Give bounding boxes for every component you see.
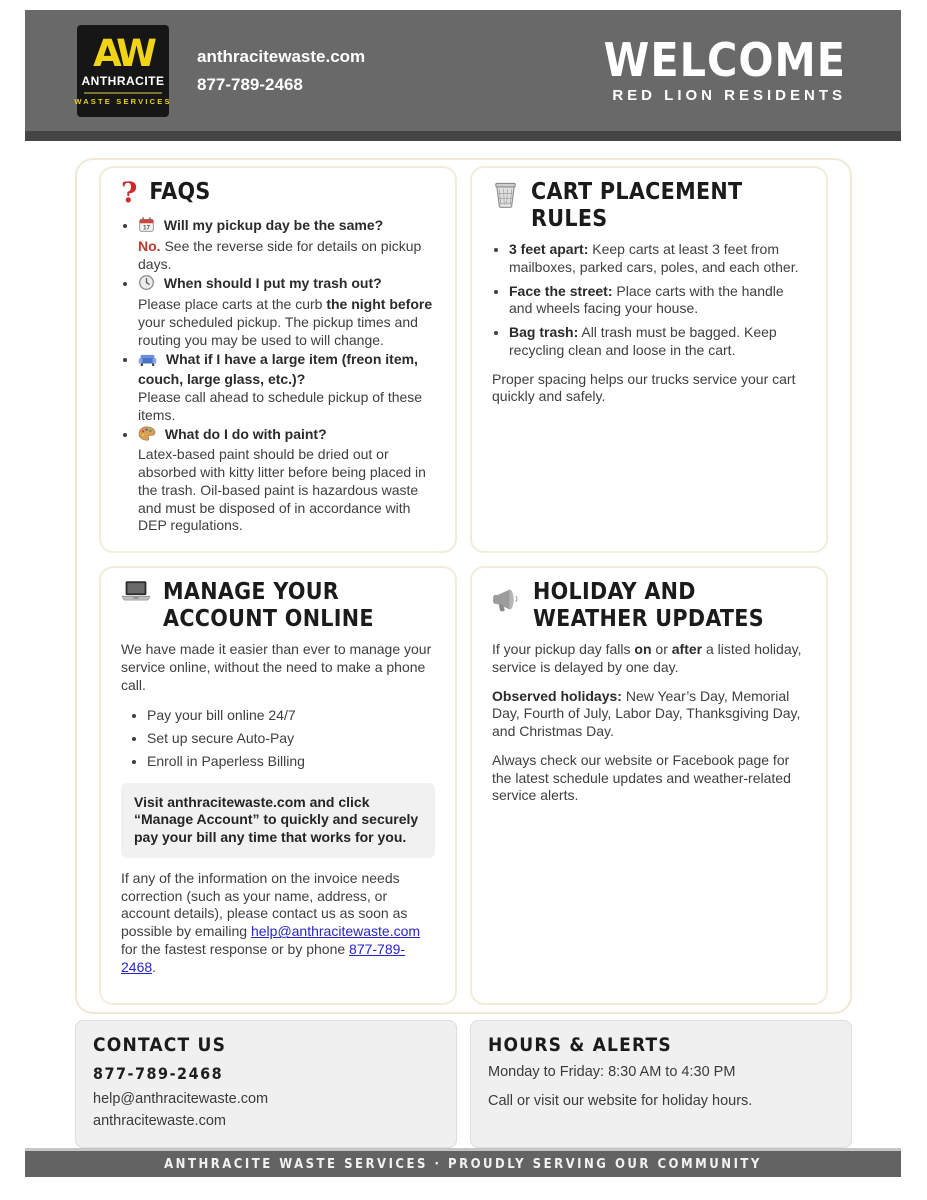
correction-text: . bbox=[152, 958, 157, 975]
header bbox=[25, 10, 901, 141]
benefit-item: • Pay your bill online 24/7 bbox=[147, 707, 435, 725]
faq-question: What do I do with paint? bbox=[164, 425, 327, 442]
faqs-card bbox=[99, 166, 457, 553]
rule-item bbox=[509, 241, 806, 277]
footer bbox=[25, 1148, 901, 1177]
faq-question: When should I put my trash out? bbox=[163, 275, 382, 292]
contact-phone: 877-789-2468 bbox=[93, 1063, 224, 1083]
answer-text: your scheduled pickup. The pickup times and routing you may be used to will change. bbox=[138, 314, 418, 348]
hours-alerts-box bbox=[470, 1020, 852, 1149]
cart-rules-card bbox=[470, 166, 828, 553]
header-contact bbox=[197, 43, 365, 97]
answer-bold: the night before bbox=[326, 296, 433, 313]
hours-weekday: Monday to Friday: 8:30 AM to 4:30 PM bbox=[488, 1063, 736, 1080]
manage-callout: Visit anthracitewaste.com and click “Manage Account” to quickly and securely pay your bill any time that works for you. bbox=[121, 783, 435, 858]
faq-item bbox=[138, 274, 435, 349]
manage-account-title: MANAGE YOUR ACCOUNT ONLINE bbox=[163, 579, 374, 632]
benefit-item: • Enroll in Paperless Billing bbox=[147, 753, 435, 771]
holiday-text: a listed holiday, service is delayed by one day. bbox=[492, 641, 802, 675]
svg-text:17: • 17 bbox=[142, 224, 151, 232]
correction-text: for the fastest response or by phone bbox=[121, 941, 350, 958]
cards-container bbox=[75, 158, 852, 1013]
welcome-title: WELCOME bbox=[603, 33, 846, 88]
logo-divider bbox=[84, 92, 162, 94]
faq-question: Will my pickup day be the same? bbox=[163, 217, 384, 234]
faq-list bbox=[121, 216, 435, 535]
calendar-icon bbox=[138, 216, 155, 238]
answer-text: See the reverse side for details on pickup days. bbox=[138, 237, 422, 272]
phone-link[interactable]: 877-789-2468 bbox=[121, 941, 406, 975]
header-website: anthracitewaste.com bbox=[197, 47, 366, 67]
correction-text: If any of the information on the invoice needs correction (such as your name, address, or account details), please contact us as soon as possible by emailing bbox=[121, 869, 408, 940]
holiday-delay-note bbox=[492, 641, 806, 677]
cart-rules-title: CART PLACEMENT RULES bbox=[531, 179, 743, 232]
contact-us-title: CONTACT US bbox=[93, 1033, 227, 1056]
footer-text: ANTHRACITE WASTE SERVICES · PROUDLY SERVING OUR COMMUNITY bbox=[164, 1156, 762, 1172]
benefit-item: • Set up secure Auto-Pay bbox=[147, 730, 435, 748]
faq-answer: Please call ahead to schedule pickup of these items. bbox=[138, 389, 423, 423]
rule-item bbox=[509, 324, 806, 360]
faq-item bbox=[138, 426, 435, 536]
faq-item bbox=[138, 351, 435, 425]
manage-account-card bbox=[99, 566, 457, 1004]
holiday-text: If your pickup day falls bbox=[492, 641, 635, 658]
rule-text: Keep carts at least 3 feet from mailboxes, parked cars, poles, and each other. bbox=[509, 241, 799, 275]
logo-tagline: WASTE SERVICES bbox=[74, 97, 172, 107]
info-boxes bbox=[75, 1020, 852, 1149]
invoice-correction-note bbox=[121, 870, 435, 977]
welcome-subtitle: RED LION RESIDENTS bbox=[612, 87, 846, 105]
holiday-text: or bbox=[651, 641, 672, 658]
holiday-bold: on bbox=[634, 641, 652, 658]
contact-website: anthracitewaste.com bbox=[93, 1113, 226, 1130]
email-link[interactable]: help@anthracitewaste.com bbox=[250, 923, 421, 940]
logo-name: ANTHRACITE bbox=[81, 74, 165, 89]
logo-abbr: AW bbox=[93, 32, 153, 76]
rule-text: Place carts with the handle and wheels facing your house. bbox=[509, 282, 784, 317]
contact-email: help@anthracitewaste.com bbox=[93, 1090, 269, 1107]
header-phone: 877-789-2468 bbox=[197, 74, 303, 94]
cart-rules-note: Proper spacing helps our trucks service your cart quickly and safely. bbox=[492, 370, 796, 405]
couch-icon bbox=[138, 353, 157, 372]
faq-answer bbox=[138, 238, 435, 274]
contact-us-box bbox=[75, 1020, 457, 1149]
faqs-title: FAQS bbox=[149, 179, 211, 206]
rule-item bbox=[509, 283, 806, 319]
holiday-updates-card bbox=[470, 566, 828, 1004]
rule-lead: Face the street: bbox=[509, 282, 613, 299]
wastebasket-icon bbox=[492, 180, 519, 213]
question-mark-icon: ? bbox=[121, 176, 138, 210]
holiday-check-note: Always check our website or Facebook page for the latest schedule updates and weather-related service alerts. bbox=[492, 751, 791, 804]
holiday-updates-title: HOLIDAY AND WEATHER UPDATES bbox=[533, 579, 764, 632]
rule-lead: Bag trash: bbox=[509, 324, 579, 341]
answer-text: Please place carts at the curb bbox=[138, 296, 327, 313]
observed-lead: Observed holidays: bbox=[492, 687, 622, 704]
rule-lead: 3 feet apart: bbox=[509, 241, 589, 258]
faq-question: What if I have a large item (freon item, couch, large glass, etc.)? bbox=[138, 350, 418, 388]
header-welcome bbox=[603, 33, 846, 105]
manage-intro: We have made it easier than ever to manage your service online, without the need to make a phone call. bbox=[121, 641, 432, 693]
hours-note: Call or visit our website for holiday hours. bbox=[488, 1092, 753, 1109]
hours-alerts-title: HOURS & ALERTS bbox=[488, 1033, 672, 1056]
paint-palette-icon bbox=[138, 426, 156, 447]
manage-benefits-list bbox=[121, 707, 435, 770]
laptop-icon bbox=[121, 580, 151, 606]
faq-item bbox=[138, 216, 435, 273]
clock-icon bbox=[138, 274, 155, 296]
holiday-bold: after bbox=[671, 641, 703, 658]
company-logo bbox=[74, 25, 172, 117]
faq-answer: Latex-based paint should be dried out or absorbed with kitty litter before being placed in the trash. Oil-based paint is hazardous waste and must be disposed of in accordance with DEP regulations. bbox=[138, 446, 426, 534]
answer-highlight: No. bbox=[138, 237, 161, 254]
faq-answer bbox=[138, 296, 435, 349]
observed-text: New Year’s Day, Memorial Day, Fourth of July, Labor Day, Thanksgiving Day, and Christmas Day. bbox=[492, 687, 801, 740]
rule-text: All trash must be bagged. Keep recycling clean and loose in the cart. bbox=[509, 324, 777, 358]
rules-list bbox=[492, 241, 806, 360]
megaphone-icon bbox=[492, 587, 521, 617]
observed-holidays bbox=[492, 688, 806, 741]
